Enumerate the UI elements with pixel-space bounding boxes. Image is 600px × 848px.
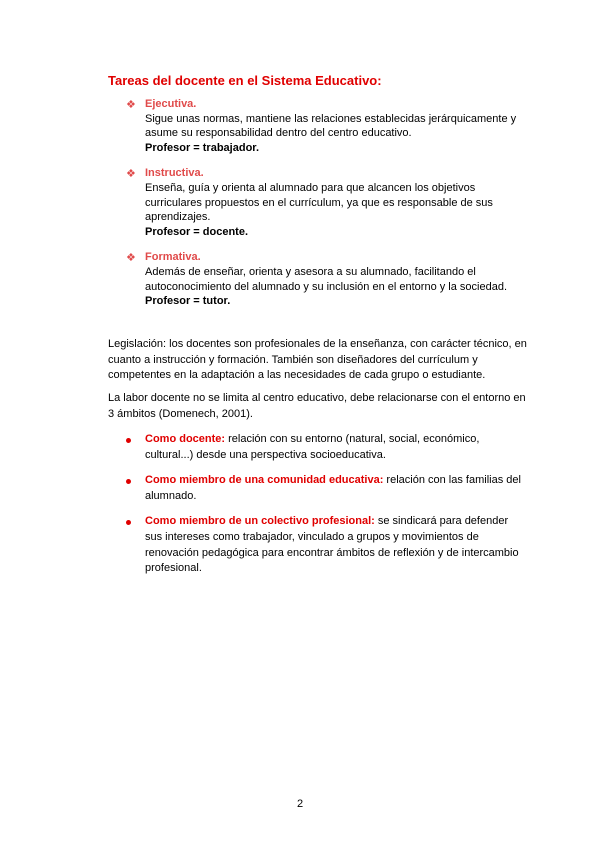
role-text: Enseña, guía y orienta al alumnado para que alcancen los objetivos curriculares propuestos en el currículum, ya que es responsable de sus aprendizajes. [145, 181, 493, 224]
role-heading: Ejecutiva. [145, 98, 197, 110]
ambitos-list [126, 432, 526, 587]
role-body [145, 166, 526, 239]
ambito-text: se sindicará para defender sus intereses como trabajador, vinculado a grupos y movimientos de renovación pedagógica para encontrar ámbitos de reflexión y de intercambio profesional. [145, 515, 519, 575]
red-dot-icon [126, 438, 131, 443]
diamond-bullet-icon: ❖ [126, 252, 136, 265]
ambito-heading: Como miembro de un colectivo profesional: [145, 515, 375, 528]
role-item-instructiva [126, 166, 526, 239]
role-formula: Profesor = docente. [145, 225, 249, 238]
role-heading: Formativa. [145, 251, 201, 264]
role-text: Además de enseñar, orienta y asesora a su alumnado, facilitando el autoconocimiento del alumnado y su inclusión en el entorno y la sociedad. [145, 265, 508, 293]
ambito-heading: Como miembro de una comunidad educativa: [145, 474, 384, 487]
red-dot-icon [126, 520, 131, 525]
ambito-text: relación con su entorno (natural, social, económico, cultural...) desde una perspectiva socioeducativa. [145, 433, 480, 461]
ambito-body [145, 432, 526, 463]
role-body [145, 97, 526, 155]
diamond-bullet-icon: ❖ [126, 99, 136, 111]
ambito-body [145, 473, 526, 504]
legislacion-paragraph: Legislación: los docentes son profesionales de la enseñanza, con carácter técnico, en cuanto a instrucción y formación. También son diseñadores del currículum y competentes en la adaptación a las necesidades de cada grupo o estudiante. [108, 338, 527, 382]
red-dot-icon [126, 479, 131, 484]
page-number: 2 [296, 798, 304, 810]
roles-list [126, 97, 526, 320]
role-item-ejecutiva [126, 97, 526, 155]
ambito-item-docente [126, 432, 526, 463]
role-item-formativa [126, 250, 526, 308]
ambito-body [145, 514, 526, 576]
role-body [145, 250, 526, 308]
ambito-text: relación con las familias del alumnado. [145, 474, 521, 502]
section-title: Tareas del docente en el Sistema Educativo: [108, 73, 382, 88]
labor-paragraph: La labor docente no se limita al centro educativo, debe relacionarse con el entorno en 3 ámbitos (Domenech, 2001). [108, 392, 526, 420]
ambito-item-comunidad [126, 473, 526, 504]
role-heading: Instructiva. [145, 167, 204, 180]
ambito-heading: Como docente: [145, 433, 226, 445]
role-formula: Profesor = tutor. [145, 295, 231, 308]
role-text: Sigue unas normas, mantiene las relaciones establecidas jerárquicamente y asume su responsabilidad dentro del centro educativo. [145, 112, 517, 140]
role-formula: Profesor = trabajador. [145, 141, 260, 154]
ambito-item-colectivo [126, 514, 526, 576]
diamond-bullet-icon: ❖ [126, 168, 136, 181]
